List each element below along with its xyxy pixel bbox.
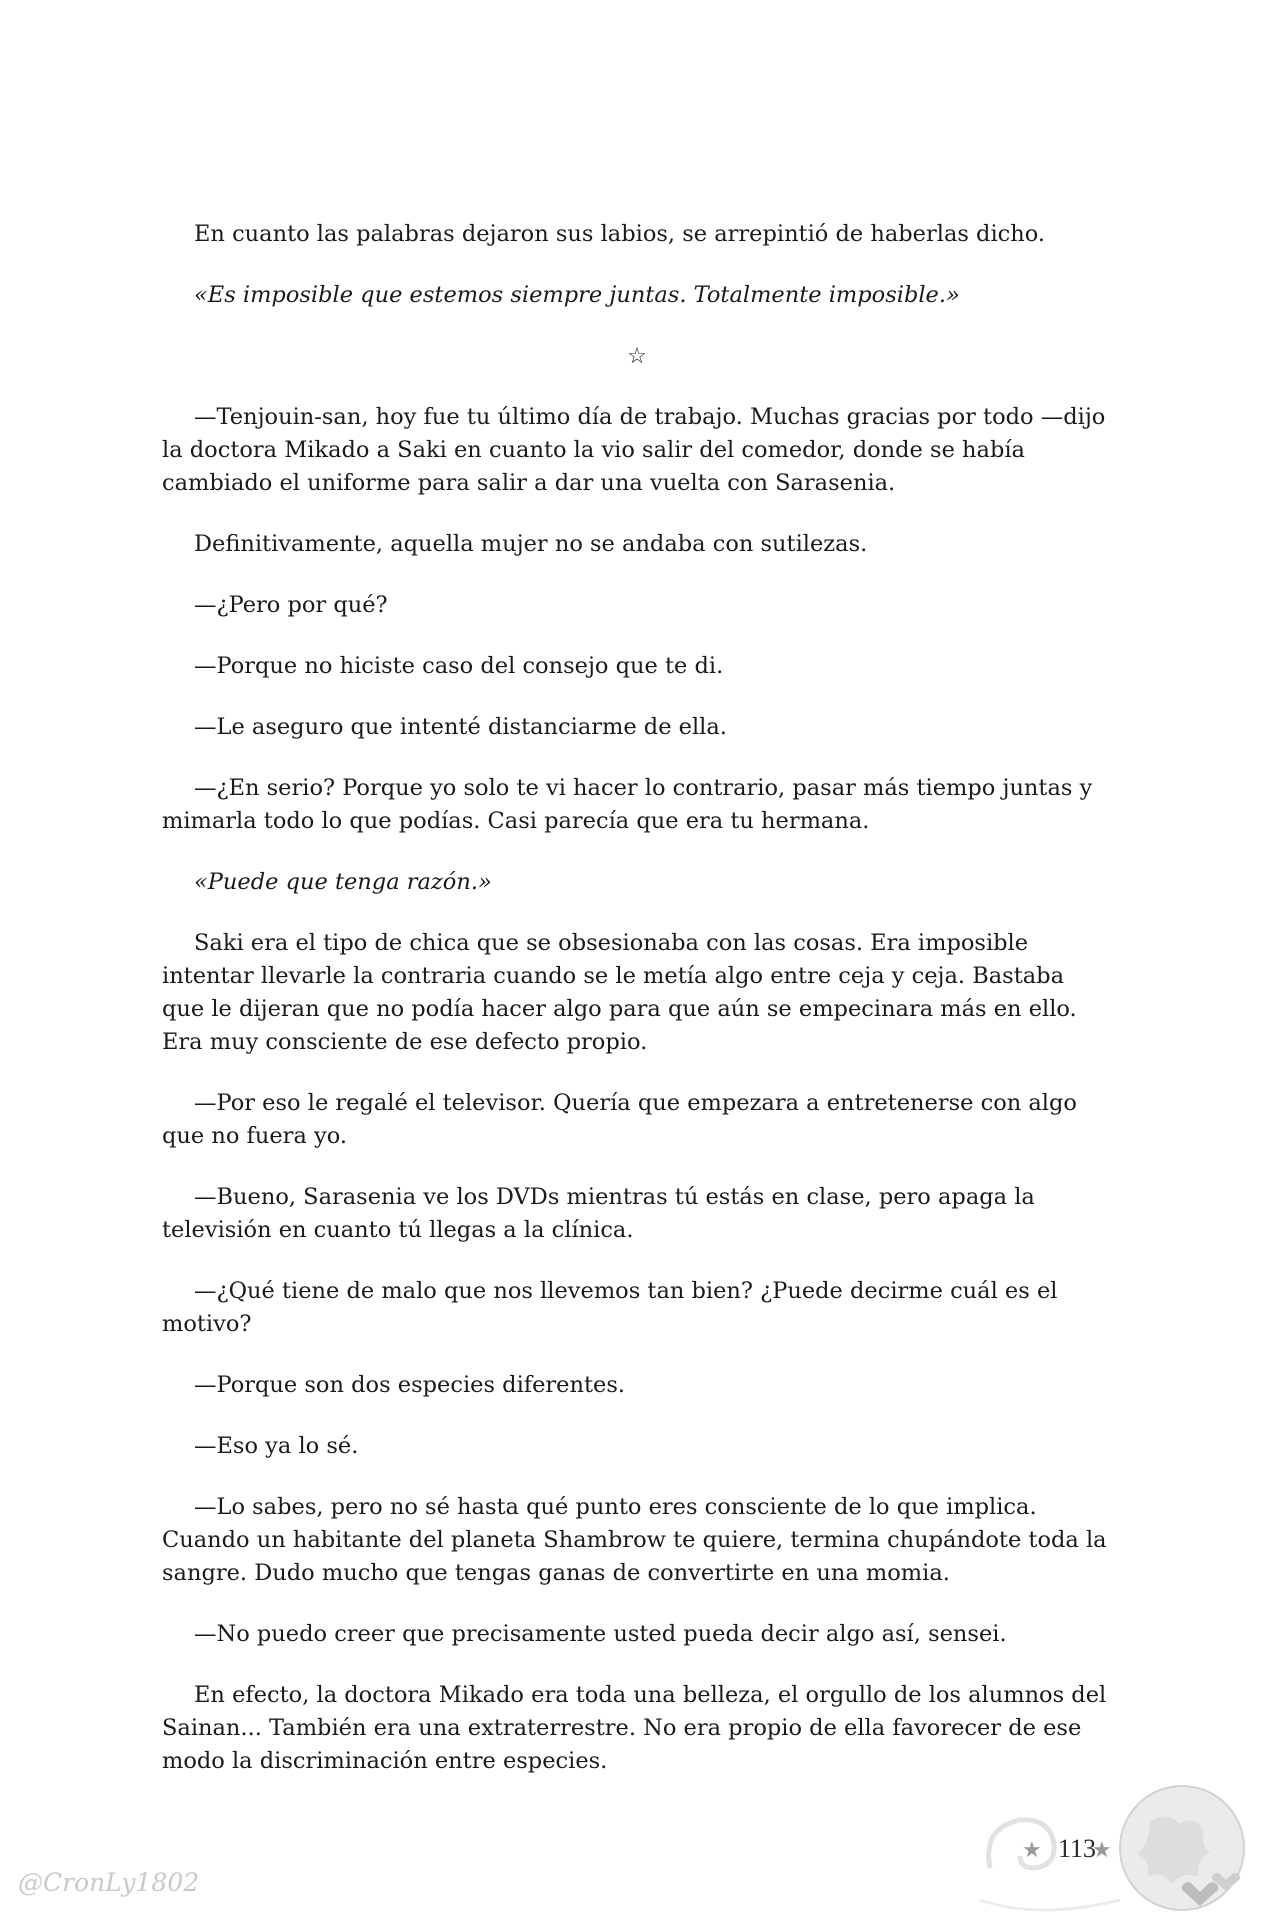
- paragraph: En cuanto las palabras dejaron sus labios, se arrepintió de haberlas dicho.: [194, 221, 1046, 247]
- paragraph: «Puede que tenga razón.»: [194, 869, 492, 895]
- paragraph: —¿Pero por qué?: [194, 592, 388, 618]
- paragraph: —Porque son dos especies diferentes.: [194, 1372, 626, 1398]
- paragraph: —Bueno, Sarasenia ve los DVDs mientras tú estás en clase, pero apaga la televisión en cuanto tú llegas a la clínica.: [162, 1184, 1035, 1243]
- paragraph: —Le aseguro que intenté distanciarme de ella.: [194, 714, 727, 740]
- scene-break-star-icon: ☆: [627, 344, 647, 369]
- footer-star-right-icon: ★: [1092, 1838, 1112, 1863]
- paragraph: —Porque no hiciste caso del consejo que te di.: [194, 653, 724, 679]
- paragraph: —¿En serio? Porque yo solo te vi hacer lo contrario, pasar más tiempo juntas y mimarla todo lo que podías. Casi parecía que era tu hermana.: [162, 775, 1093, 834]
- paragraph: —Eso ya lo sé.: [194, 1433, 359, 1459]
- paragraph: En efecto, la doctora Mikado era toda una belleza, el orgullo de los alumnos del Sainan... También era una extraterrestre. No era propio de ella favorecer de ese modo la discriminación entre especies.: [162, 1682, 1107, 1774]
- footer-star-left-icon: ★: [1022, 1838, 1042, 1863]
- paragraph: —¿Qué tiene de malo que nos llevemos tan bien? ¿Puede decirme cuál es el motivo?: [162, 1278, 1058, 1337]
- paragraph: —Tenjouin-san, hoy fue tu último día de trabajo. Muchas gracias por todo —dijo la doctora Mikado a Saki en cuanto la vio salir del comedor, donde se había cambiado el uniforme para salir a dar una vuelta con Sarasenia.: [162, 404, 1106, 496]
- paragraph: —Por eso le regalé el televisor. Quería que empezara a entretenerse con algo que no fuera yo.: [162, 1090, 1077, 1149]
- watermark: @CronLy1802: [18, 1868, 200, 1897]
- paragraph: —No puedo creer que precisamente usted pueda decir algo así, sensei.: [194, 1621, 1007, 1647]
- paragraph: —Lo sabes, pero no sé hasta qué punto eres consciente de lo que implica. Cuando un habitante del planeta Shambrow te quiere, termina chupándote toda la sangre. Dudo mucho que tengas ganas de convertirte en una momia.: [162, 1494, 1107, 1586]
- paragraph: «Es imposible que estemos siempre juntas. Totalmente imposible.»: [194, 282, 960, 308]
- paragraph: Saki era el tipo de chica que se obsesionaba con las cosas. Era imposible intentar llevarle la contraria cuando se le metía algo entre ceja y ceja. Bastaba que le dijeran que no podía hacer algo para que aún se empecinara más en ello. Era muy consciente de ese defecto propio.: [162, 930, 1077, 1055]
- paragraph: Definitivamente, aquella mujer no se andaba con sutilezas.: [194, 531, 868, 557]
- page-number: 113: [1057, 1834, 1097, 1863]
- page-body: [162, 218, 1112, 1806]
